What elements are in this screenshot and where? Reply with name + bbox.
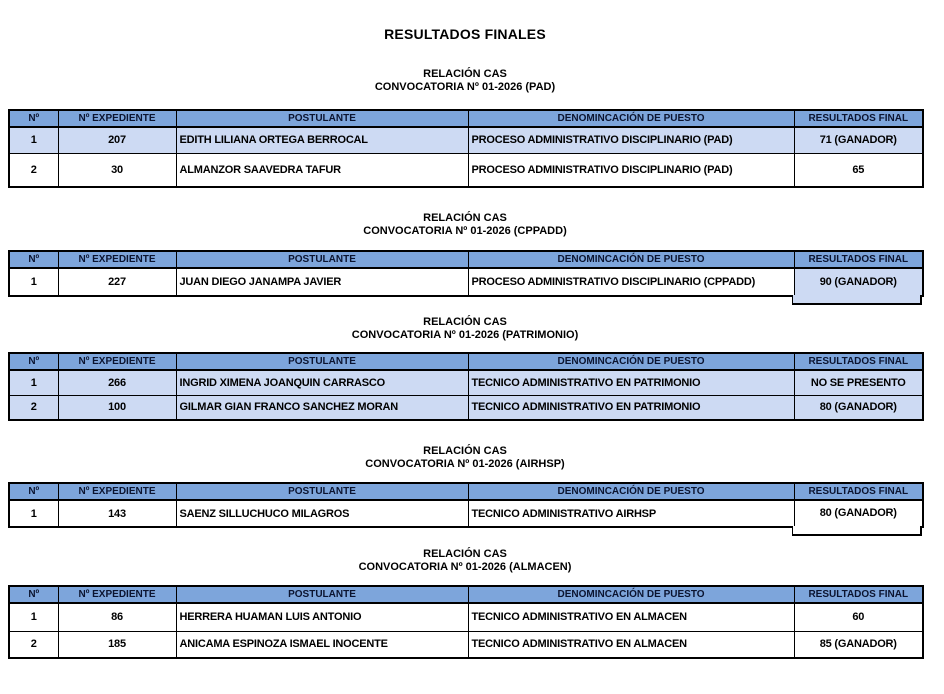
cell-postulante: SAENZ SILLUCHUCO MILAGROS bbox=[176, 500, 468, 527]
cell-numero: 2 bbox=[9, 631, 58, 658]
cell-postulante: ANICAMA ESPINOZA ISMAEL INOCENTE bbox=[176, 631, 468, 658]
column-header: DENOMINCACIÓN DE PUESTO bbox=[468, 353, 794, 370]
document-title: RESULTADOS FINALES bbox=[384, 26, 546, 42]
cell-postulante: ALMANZOR SAAVEDRA TAFUR bbox=[176, 153, 468, 187]
table-header-row bbox=[9, 353, 923, 370]
cell-numero: 1 bbox=[9, 268, 58, 296]
section-heading-line2: CONVOCATORIA Nº 01-2026 (PATRIMONIO) bbox=[351, 329, 579, 341]
results-table bbox=[8, 482, 924, 528]
cell-puesto: TECNICO ADMINISTRATIVO EN PATRIMONIO bbox=[468, 370, 794, 395]
section-heading-line1: RELACIÓN CAS bbox=[423, 316, 507, 328]
cell-numero: 2 bbox=[9, 153, 58, 187]
results-table-wrap bbox=[8, 585, 922, 659]
section-heading bbox=[8, 548, 922, 574]
section-heading-line2: CONVOCATORIA Nº 01-2026 (AIRHSP) bbox=[365, 458, 565, 470]
section-heading-line1: RELACIÓN CAS bbox=[423, 548, 507, 560]
column-header: Nº bbox=[9, 110, 58, 127]
extended-result-cell-stub bbox=[792, 295, 922, 305]
column-header: DENOMINCACIÓN DE PUESTO bbox=[468, 251, 794, 268]
results-document bbox=[0, 26, 924, 659]
convocatoria-section bbox=[8, 68, 924, 188]
results-table-wrap bbox=[8, 250, 922, 297]
table-header-row bbox=[9, 483, 923, 500]
cell-expediente: 143 bbox=[58, 500, 176, 527]
cell-puesto: TECNICO ADMINISTRATIVO EN ALMACEN bbox=[468, 631, 794, 658]
column-header: Nº bbox=[9, 586, 58, 603]
table-header-row bbox=[9, 110, 923, 127]
cell-puesto: PROCESO ADMINISTRATIVO DISCIPLINARIO (CPPADD) bbox=[468, 268, 794, 296]
results-table bbox=[8, 352, 924, 421]
cell-resultado: 80 (GANADOR) bbox=[794, 500, 923, 527]
section-heading-line1: RELACIÓN CAS bbox=[423, 212, 507, 224]
results-table-wrap bbox=[8, 109, 922, 188]
column-header: POSTULANTE bbox=[176, 483, 468, 500]
cell-numero: 1 bbox=[9, 370, 58, 395]
cell-resultado: 85 (GANADOR) bbox=[794, 631, 923, 658]
convocatoria-section bbox=[8, 548, 924, 659]
column-header: RESULTADOS FINAL bbox=[794, 353, 923, 370]
results-table bbox=[8, 109, 924, 188]
sections-root bbox=[8, 68, 924, 659]
table-row bbox=[9, 631, 923, 658]
cell-puesto: TECNICO ADMINISTRATIVO AIRHSP bbox=[468, 500, 794, 527]
cell-numero: 2 bbox=[9, 395, 58, 420]
extended-result-cell-stub bbox=[792, 526, 922, 536]
table-header-row bbox=[9, 251, 923, 268]
section-heading-line1: RELACIÓN CAS bbox=[423, 68, 507, 80]
column-header: Nº bbox=[9, 483, 58, 500]
column-header: RESULTADOS FINAL bbox=[794, 483, 923, 500]
cell-numero: 1 bbox=[9, 127, 58, 153]
column-header: Nº EXPEDIENTE bbox=[58, 483, 176, 500]
convocatoria-section bbox=[8, 316, 924, 421]
results-table-wrap bbox=[8, 482, 922, 528]
column-header: Nº EXPEDIENTE bbox=[58, 251, 176, 268]
column-header: POSTULANTE bbox=[176, 110, 468, 127]
cell-expediente: 227 bbox=[58, 268, 176, 296]
table-header-row bbox=[9, 586, 923, 603]
cell-resultado: 65 bbox=[794, 153, 923, 187]
section-heading bbox=[8, 212, 922, 238]
cell-numero: 1 bbox=[9, 603, 58, 631]
cell-resultado: 80 (GANADOR) bbox=[794, 395, 923, 420]
cell-postulante: JUAN DIEGO JANAMPA JAVIER bbox=[176, 268, 468, 296]
column-header: DENOMINCACIÓN DE PUESTO bbox=[468, 586, 794, 603]
column-header: POSTULANTE bbox=[176, 586, 468, 603]
cell-resultado: 90 (GANADOR) bbox=[794, 268, 923, 296]
table-row bbox=[9, 127, 923, 153]
convocatoria-section bbox=[8, 445, 924, 528]
cell-expediente: 100 bbox=[58, 395, 176, 420]
results-table bbox=[8, 585, 924, 659]
column-header: DENOMINCACIÓN DE PUESTO bbox=[468, 483, 794, 500]
table-row bbox=[9, 153, 923, 187]
column-header: POSTULANTE bbox=[176, 353, 468, 370]
convocatoria-section bbox=[8, 212, 924, 297]
column-header: Nº bbox=[9, 353, 58, 370]
cell-puesto: TECNICO ADMINISTRATIVO EN ALMACEN bbox=[468, 603, 794, 631]
results-table bbox=[8, 250, 924, 297]
column-header: RESULTADOS FINAL bbox=[794, 110, 923, 127]
column-header: Nº EXPEDIENTE bbox=[58, 586, 176, 603]
section-heading bbox=[8, 68, 922, 94]
table-row bbox=[9, 603, 923, 631]
cell-puesto: TECNICO ADMINISTRATIVO EN PATRIMONIO bbox=[468, 395, 794, 420]
column-header: DENOMINCACIÓN DE PUESTO bbox=[468, 110, 794, 127]
section-heading-line2: CONVOCATORIA Nº 01-2026 (CPPADD) bbox=[363, 225, 567, 237]
table-row bbox=[9, 500, 923, 527]
cell-puesto: PROCESO ADMINISTRATIVO DISCIPLINARIO (PAD) bbox=[468, 127, 794, 153]
cell-postulante: EDITH LILIANA ORTEGA BERROCAL bbox=[176, 127, 468, 153]
column-header: RESULTADOS FINAL bbox=[794, 251, 923, 268]
column-header: POSTULANTE bbox=[176, 251, 468, 268]
cell-resultado: 71 (GANADOR) bbox=[794, 127, 923, 153]
section-heading bbox=[8, 316, 922, 342]
cell-resultado: 60 bbox=[794, 603, 923, 631]
cell-expediente: 207 bbox=[58, 127, 176, 153]
cell-postulante: GILMAR GIAN FRANCO SANCHEZ MORAN bbox=[176, 395, 468, 420]
cell-expediente: 266 bbox=[58, 370, 176, 395]
cell-expediente: 30 bbox=[58, 153, 176, 187]
section-heading bbox=[8, 445, 922, 471]
column-header: Nº EXPEDIENTE bbox=[58, 110, 176, 127]
results-table-wrap bbox=[8, 352, 922, 421]
column-header: RESULTADOS FINAL bbox=[794, 586, 923, 603]
table-row bbox=[9, 395, 923, 420]
cell-expediente: 185 bbox=[58, 631, 176, 658]
cell-puesto: PROCESO ADMINISTRATIVO DISCIPLINARIO (PAD) bbox=[468, 153, 794, 187]
column-header: Nº EXPEDIENTE bbox=[58, 353, 176, 370]
cell-postulante: INGRID XIMENA JOANQUIN CARRASCO bbox=[176, 370, 468, 395]
cell-expediente: 86 bbox=[58, 603, 176, 631]
section-heading-line2: CONVOCATORIA Nº 01-2026 (PAD) bbox=[374, 81, 556, 93]
table-row bbox=[9, 268, 923, 296]
section-heading-line1: RELACIÓN CAS bbox=[423, 445, 507, 457]
column-header: Nº bbox=[9, 251, 58, 268]
cell-postulante: HERRERA HUAMAN LUIS ANTONIO bbox=[176, 603, 468, 631]
cell-numero: 1 bbox=[9, 500, 58, 527]
section-heading-line2: CONVOCATORIA Nº 01-2026 (ALMACEN) bbox=[358, 561, 572, 573]
cell-resultado: NO SE PRESENTO bbox=[794, 370, 923, 395]
table-row bbox=[9, 370, 923, 395]
